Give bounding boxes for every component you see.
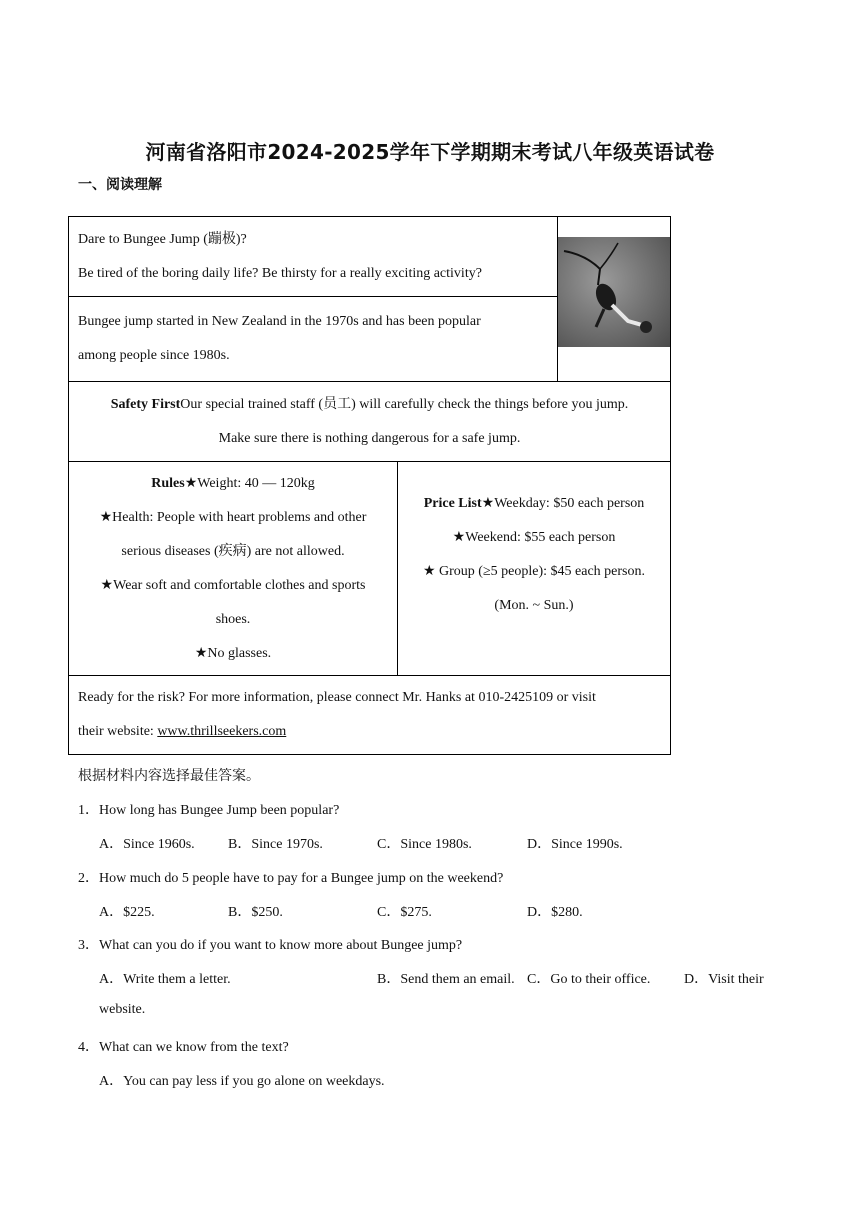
question-stem: 3．What can you do if you want to know more about Bungee jump?: [78, 938, 463, 953]
option: A．$225.: [99, 905, 155, 920]
photo-cell: [558, 217, 671, 382]
rule-item: ★Health: People with heart problems and other: [99, 509, 367, 525]
rules-cell: [69, 462, 398, 675]
option: D．Since 1990s.: [527, 837, 623, 852]
history-line: among people since 1980s.: [78, 348, 230, 363]
option: A．Write them a letter.: [99, 972, 231, 987]
section-heading: 一、阅读理解: [78, 177, 162, 193]
question-stem: 2．How much do 5 people have to pay for a Bungee jump on the weekend?: [78, 871, 504, 886]
price-label: Price List: [423, 496, 482, 511]
intro-cell: [69, 217, 558, 297]
website-link[interactable]: www.thrillseekers.com: [157, 724, 287, 739]
contact-cell: [69, 676, 671, 755]
rule-item: serious diseases (疾病) are not allowed.: [121, 543, 345, 559]
option: B．Since 1970s.: [228, 837, 323, 852]
price-item: ★Weekend: $55 each person: [452, 530, 616, 545]
safety-label: Safety First: [110, 396, 181, 412]
option: B．$250.: [228, 905, 283, 920]
intro-line: Be tired of the boring daily life? Be thirsty for a really exciting activity?: [78, 265, 482, 281]
history-cell: [69, 297, 558, 382]
rule-item: ★Wear soft and comfortable clothes and sports: [100, 577, 366, 593]
question-stem: 4．What can we know from the text?: [78, 1040, 289, 1055]
option: A．You can pay less if you go alone on weekdays.: [99, 1074, 385, 1089]
option: C．$275.: [377, 905, 432, 920]
rule-item: shoes.: [215, 611, 251, 627]
option-wrap: website.: [99, 1002, 146, 1017]
instruction: 根据材料内容选择最佳答案。: [78, 769, 260, 784]
price-item: (Mon. ~ Sun.): [494, 598, 574, 613]
history-line: Bungee jump started in New Zealand in the 1970s and has been popular: [78, 314, 481, 329]
contact-line: their website:: [78, 724, 158, 739]
contact-line: Ready for the risk? For more information, please connect Mr. Hanks at 010-2425109 or visit: [78, 690, 596, 705]
question-stem: 1．How long has Bungee Jump been popular?: [78, 803, 340, 818]
price-item: ★Weekday: $50 each person: [481, 496, 645, 511]
page-title: 河南省洛阳市2024-2025学年下学期期末考试八年级英语试卷: [145, 140, 715, 164]
safety-text: Make sure there is nothing dangerous for a safe jump.: [218, 430, 521, 446]
rule-item: ★No glasses.: [194, 645, 272, 661]
price-cell: [398, 462, 671, 675]
option: B．Send them an email.: [377, 972, 515, 987]
price-item: ★ Group (≥5 people): $45 each person.: [422, 564, 645, 579]
option: D．$280.: [527, 905, 583, 920]
option: C．Since 1980s.: [377, 837, 472, 852]
option: D．Visit their: [684, 972, 764, 987]
rules-price-row: [69, 462, 671, 676]
safety-cell: [69, 382, 671, 462]
safety-text: Our special trained staff (员工) will carefully check the things before you jump.: [180, 396, 629, 412]
intro-line: Dare to Bungee Jump (蹦极)?: [78, 231, 247, 247]
rule-item: ★Weight: 40 — 120kg: [184, 475, 315, 491]
advertisement-table: [68, 216, 671, 755]
rules-label: Rules: [151, 475, 185, 491]
option: C．Go to their office.: [527, 972, 651, 987]
option: A．Since 1960s.: [99, 837, 195, 852]
bungee-jumper-photo: [558, 237, 670, 347]
